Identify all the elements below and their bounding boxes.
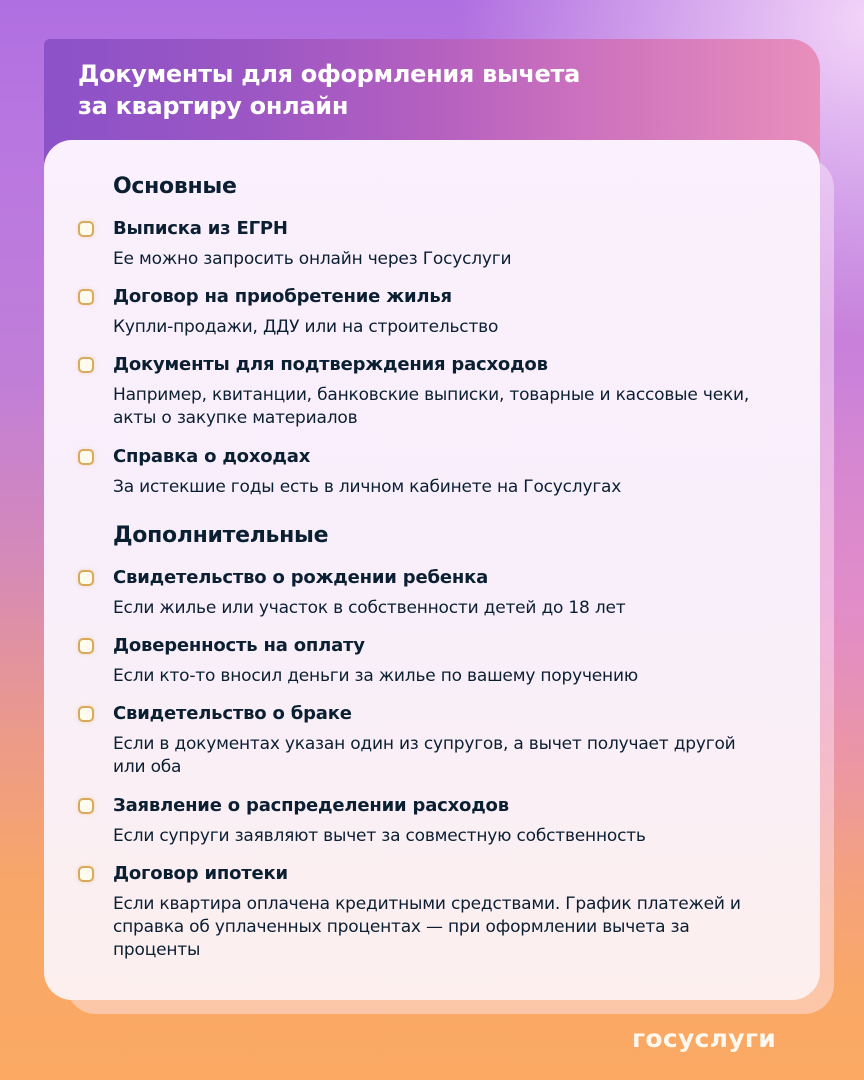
item-title: Справка о доходах — [113, 446, 311, 467]
gosuslugi-logo: госуслуги — [632, 1024, 777, 1053]
item-desc: Если квартира оплачена кредитными средствами. График платежей и справка об уплаченных процентах — при оформлении вычета за проценты — [113, 894, 741, 960]
page-title-line-2: за квартиру онлайн — [78, 92, 349, 120]
item-desc: Если супруги заявляют вычет за совместную собственность — [113, 826, 646, 846]
page-title-line-1: Документы для оформления вычета — [78, 60, 581, 88]
checkbox[interactable] — [78, 357, 94, 373]
item-title: Свидетельство о рождении ребенка — [113, 567, 489, 588]
item-title: Выписка из ЕГРН — [113, 218, 288, 239]
checkbox[interactable] — [78, 570, 94, 586]
item-desc: Ее можно запросить онлайн через Госуслуги — [113, 249, 512, 269]
item-desc: Если кто-то вносил деньги за жилье по вашему поручению — [113, 666, 638, 686]
item-title: Заявление о распределении расходов — [113, 795, 509, 816]
checkbox[interactable] — [78, 866, 94, 882]
item-desc: Например, квитанции, банковские выписки, товарные и кассовые чеки, акты о закупке материалов — [113, 385, 750, 428]
checkbox[interactable] — [78, 798, 94, 814]
item-title: Договор на приобретение жилья — [113, 286, 452, 307]
section-title-main: Основные — [113, 174, 237, 199]
item-title: Доверенность на оплату — [113, 635, 365, 656]
checkbox[interactable] — [78, 221, 94, 237]
item-desc: Если в документах указан один из супругов, а вычет получает другой или оба — [113, 734, 736, 777]
checkbox[interactable] — [78, 706, 94, 722]
item-desc: Купли-продажи, ДДУ или на строительство — [113, 317, 499, 337]
checkbox[interactable] — [78, 289, 94, 305]
checkbox[interactable] — [78, 449, 94, 465]
page-title — [78, 58, 678, 122]
section-title-additional: Дополнительные — [113, 523, 329, 548]
checkbox[interactable] — [78, 638, 94, 654]
item-desc: За истекшие годы есть в личном кабинете на Госуслугах — [113, 477, 622, 497]
item-desc: Если жилье или участок в собственности детей до 18 лет — [113, 598, 626, 618]
item-title: Договор ипотеки — [113, 863, 288, 884]
item-title: Свидетельство о браке — [113, 703, 352, 724]
item-title: Документы для подтверждения расходов — [113, 354, 548, 375]
